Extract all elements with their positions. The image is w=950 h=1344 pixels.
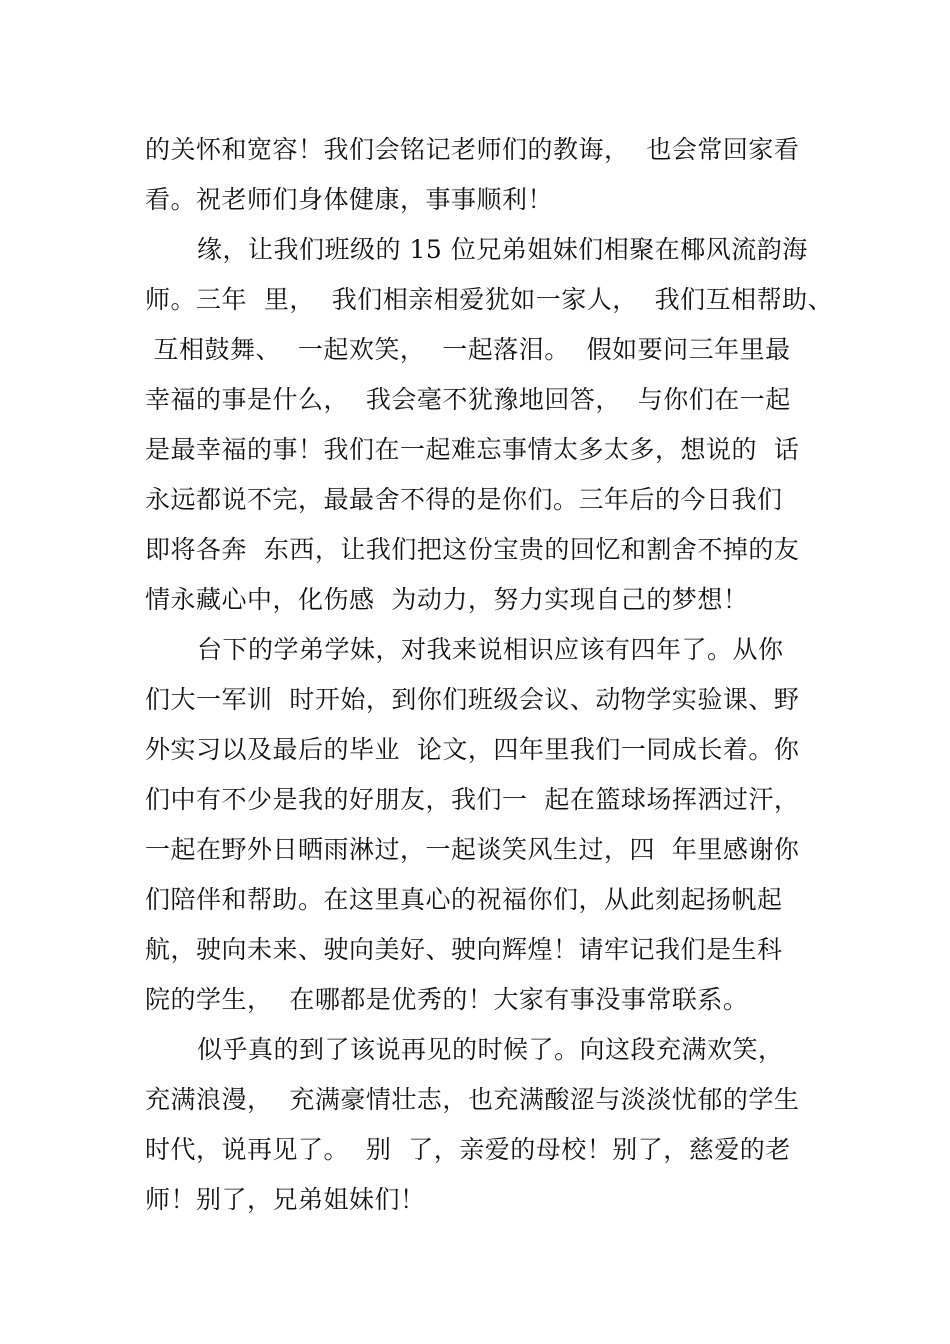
paragraph-line: 互相鼓舞、 一起欢笑， 一起落泪。 假如要问三年里最 <box>145 335 791 364</box>
paragraph-line: 们大一军训 时开始，到你们班级会议、动物学实验课、野 <box>145 685 800 714</box>
paragraph-line: 看。祝老师们身体健康，事事顺利！ <box>145 185 554 214</box>
paragraph-line: 即将各奔 东西，让我们把这份宝贵的回忆和割舍不掉的友 <box>145 535 800 564</box>
paragraph-line: 师。三年 里， 我们相亲相爱犹如一家人， 我们互相帮助、 <box>145 285 834 314</box>
paragraph-line: 台下的学弟学妹，对我来说相识应该有四年了。从你 <box>197 635 784 664</box>
paragraph-line: 的关怀和宽容！我们会铭记老师们的教诲， 也会常回家看 <box>145 135 800 164</box>
paragraph-line: 外实习以及最后的毕业 论文，四年里我们一同成长着。你 <box>145 735 800 764</box>
paragraph-line: 缘，让我们班级的 15 位兄弟姐妹们相聚在椰风流韵海 <box>197 235 808 264</box>
paragraph-line: 是最幸福的事！我们在一起难忘事情太多太多，想说的 话 <box>145 435 800 464</box>
paragraph-line: 充满浪漫， 充满豪情壮志，也充满酸涩与淡淡忧郁的学生 <box>145 1085 800 1114</box>
paragraph-line: 永远都说不完，最最舍不得的是你们。三年后的今日我们 <box>145 485 783 514</box>
paragraph-line: 似乎真的到了该说再见的时候了。向这段充满欢笑， <box>197 1035 784 1064</box>
paragraph-line: 航，驶向未来、驶向美好、驶向辉煌！请牢记我们是生科 <box>145 935 783 964</box>
paragraph-line: 们中有不少是我的好朋友，我们一 起在篮球场挥洒过汗， <box>145 785 800 814</box>
paragraph-line: 幸福的事是什么， 我会毫不犹豫地回答， 与你们在一起 <box>145 385 791 414</box>
paragraph-line: 时代，说再见了。 别 了，亲爱的母校！别了，慈爱的老 <box>145 1135 791 1164</box>
paragraph-line: 情永藏心中，化伤感 为动力，努力实现自己的梦想！ <box>145 585 749 614</box>
paragraph-line: 们陪伴和帮助。在这里真心的祝福你们，从此刻起扬帆起 <box>145 885 783 914</box>
paragraph-line: 一起在野外日晒雨淋过，一起谈笑风生过，四 年里感谢你 <box>145 835 800 864</box>
paragraph-line: 师！别了，兄弟姐妹们！ <box>145 1185 426 1214</box>
paragraph-line: 院的学生， 在哪都是优秀的！大家有事没事常联系。 <box>145 985 749 1014</box>
